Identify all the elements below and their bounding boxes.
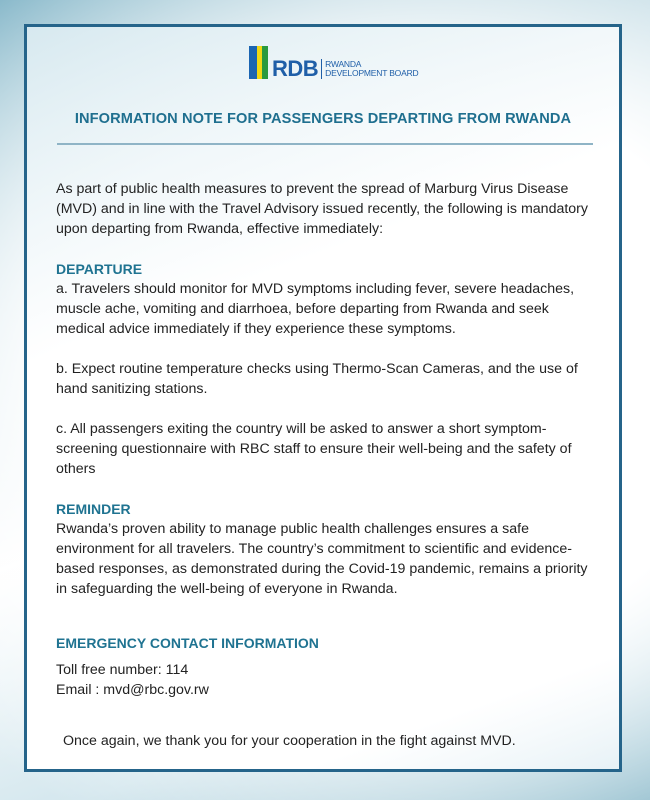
logo-flag-bars [249,46,268,79]
logo-divider [321,59,322,79]
main-content [56,179,599,599]
departure-item-b: b. Expect routine temperature checks using Thermo-Scan Cameras, and the use of hand sanitizing stations. [56,361,578,397]
logo-bar-blue [249,46,257,79]
departure-heading: DEPARTURE [56,261,143,277]
contact-email: Email : mvd@rbc.gov.rw [56,682,209,698]
reminder-text: Rwanda’s proven ability to manage public health challenges ensures a safe environment for all travelers. The country’s commitment to scientific and evidence-based responses, as demonstrated during the Covid-19 pandemic, remains a priority in safeguarding the well-being of everyone in Rwanda. [56,521,588,597]
logo-line1: RWANDA [325,59,362,69]
reminder-heading: REMINDER [56,501,131,517]
rdb-logo [249,43,418,79]
closing-message: Once again, we thank you for your cooperation in the fight against MVD. [63,733,516,749]
logo-bar-green [262,46,268,79]
document-frame [24,24,622,772]
intro-paragraph: As part of public health measures to prevent the spread of Marburg Virus Disease (MVD) and in line with the Travel Advisory issued recently, the following is mandatory upon departing from Rwanda, effective immediately: [56,181,589,237]
departure-item-a: a. Travelers should monitor for MVD symptoms including fever, severe headaches, muscle ache, vomiting and diarrhoea, before departing from Rwanda and seek medical advice immediately if they experience these symptoms. [56,281,575,337]
page-title: INFORMATION NOTE FOR PASSENGERS DEPARTING FROM RWANDA [74,111,572,127]
toll-free-number: Toll free number: 114 [56,662,189,678]
logo-line2: DEVELOPMENT BOARD [325,68,419,78]
logo-subtitle [325,60,418,79]
title-divider [57,143,593,145]
contact-heading: EMERGENCY CONTACT INFORMATION [56,635,319,651]
departure-item-c: c. All passengers exiting the country will be asked to answer a short symptom-screening questionnaire with RBC staff to ensure their well-being and the safety of others [56,421,572,477]
logo-abbr: RDB [272,56,319,81]
emergency-contact [56,633,319,700]
